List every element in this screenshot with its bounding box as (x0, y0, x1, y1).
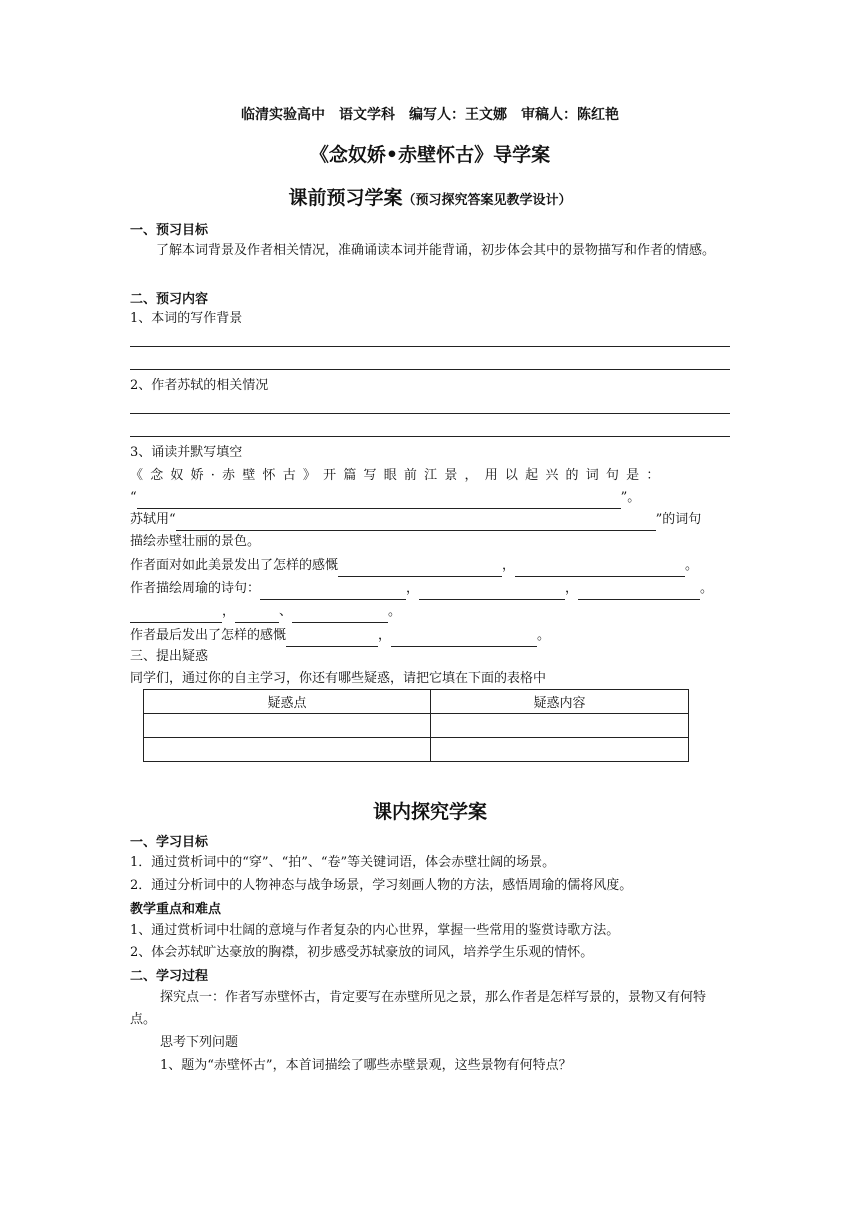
answer-line (130, 369, 730, 370)
doubt-heading: 三、提出疑惑 (130, 649, 209, 664)
fill-blank-3: 作者面对如此美景发出了怎样的感慨 ， 。 (130, 555, 698, 577)
blank-line[interactable] (286, 630, 378, 647)
document-header: 临清实验高中 语文学科 编写人：王文娜 审稿人：陈红艳 (241, 107, 619, 123)
document-title: 《念奴娇•赤壁怀古》导学案 (309, 144, 551, 166)
question-1: 1、题为“赤壁怀古”，本首词描绘了哪些赤壁景观，这些景物有何特点？ (160, 1058, 572, 1073)
table-row (144, 738, 689, 762)
blank-line[interactable] (419, 583, 565, 600)
fill-blank-6: 作者最后发出了怎样的感慨 ， 。 (130, 625, 550, 647)
preview-goal-heading: 一、预习目标 (130, 223, 209, 238)
answer-line (130, 436, 730, 437)
answer-line (130, 346, 730, 347)
inclass-goal-2: 2．通过分析词中的人物神态与战争场景，学习刻画人物的方法，感悟周瑜的儒将风度。 (130, 878, 633, 893)
blank-line[interactable] (260, 583, 406, 600)
fill-blank-2-line2: 描绘赤壁壮丽的景色。 (130, 534, 261, 549)
process-heading: 二、学习过程 (130, 969, 209, 984)
table-header-cell: 疑惑点 (144, 690, 431, 714)
preview-goal-text: 了解本词背景及作者相关情况，准确诵读本词并能背诵，初步体会其中的景物描写和作者的情感。 (156, 243, 716, 258)
preview-section-title (0, 183, 860, 210)
blank-line[interactable] (130, 606, 222, 623)
think-label: 思考下列问题 (160, 1035, 239, 1050)
key-item-1: 1、通过赏析词中壮阔的意境与作者复杂的内心世界，掌握一些常用的鉴赏诗歌方法。 (130, 923, 620, 938)
table-cell[interactable] (144, 714, 431, 738)
blank-line[interactable] (292, 606, 388, 623)
blank-line[interactable] (176, 514, 656, 531)
fill-blank-2: 苏轼用“ ”的词句 (130, 509, 701, 531)
key-item-2: 2、体会苏轼旷达豪放的胸襟，初步感受苏轼豪放的词风，培养学生乐观的情怀。 (130, 945, 594, 960)
key-heading: 教学重点和难点 (130, 902, 222, 917)
preview-heading: 课前预习学案 (288, 187, 403, 209)
inclass-section-title: 课内探究学案 (372, 801, 487, 823)
fill-blank-1-answer: “ ”。 (130, 487, 640, 509)
doubt-text: 同学们，通过你的自主学习，你还有哪些疑惑，请把它填在下面的表格中 (130, 671, 547, 686)
blank-line[interactable] (137, 492, 621, 509)
table-row (144, 714, 689, 738)
preview-note: （预习探究答案见教学设计） (402, 193, 572, 208)
inclass-goal-heading: 一、学习目标 (130, 835, 209, 850)
answer-line (130, 413, 730, 414)
doubt-table (143, 689, 689, 762)
fill-blank-1: 《念奴娇·赤壁怀古》开篇写眼前江景，用以起兴的词句是： (130, 468, 667, 483)
preview-item-3: 3、诵读并默写填空 (130, 445, 243, 460)
table-cell[interactable] (144, 738, 431, 762)
blank-line[interactable] (578, 583, 700, 600)
blank-line[interactable] (235, 606, 279, 623)
table-header-cell: 疑惑内容 (431, 690, 689, 714)
explore-point-1: 探究点一：作者写赤壁怀古，肯定要写在赤壁所见之景，那么作者是怎样写景的，景物又有何特点。 (130, 990, 707, 1027)
inclass-goal-1: 1．通过赏析词中的“穿”、“拍”、“卷”等关键词语，体会赤壁壮阔的场景。 (130, 855, 556, 870)
fill-blank-4: 作者描绘周瑜的诗句： ， ， 。 (130, 578, 713, 600)
table-cell[interactable] (431, 738, 689, 762)
table-cell[interactable] (431, 714, 689, 738)
preview-item-1: 1、本词的写作背景 (130, 311, 243, 326)
blank-line[interactable] (391, 630, 537, 647)
blank-line[interactable] (338, 560, 502, 577)
preview-content-heading: 二、预习内容 (130, 292, 209, 307)
table-header-row (144, 690, 689, 714)
preview-item-2: 2、作者苏轼的相关情况 (130, 378, 269, 393)
blank-line[interactable] (515, 560, 685, 577)
fill-blank-5: ， 、 。 (130, 601, 401, 623)
